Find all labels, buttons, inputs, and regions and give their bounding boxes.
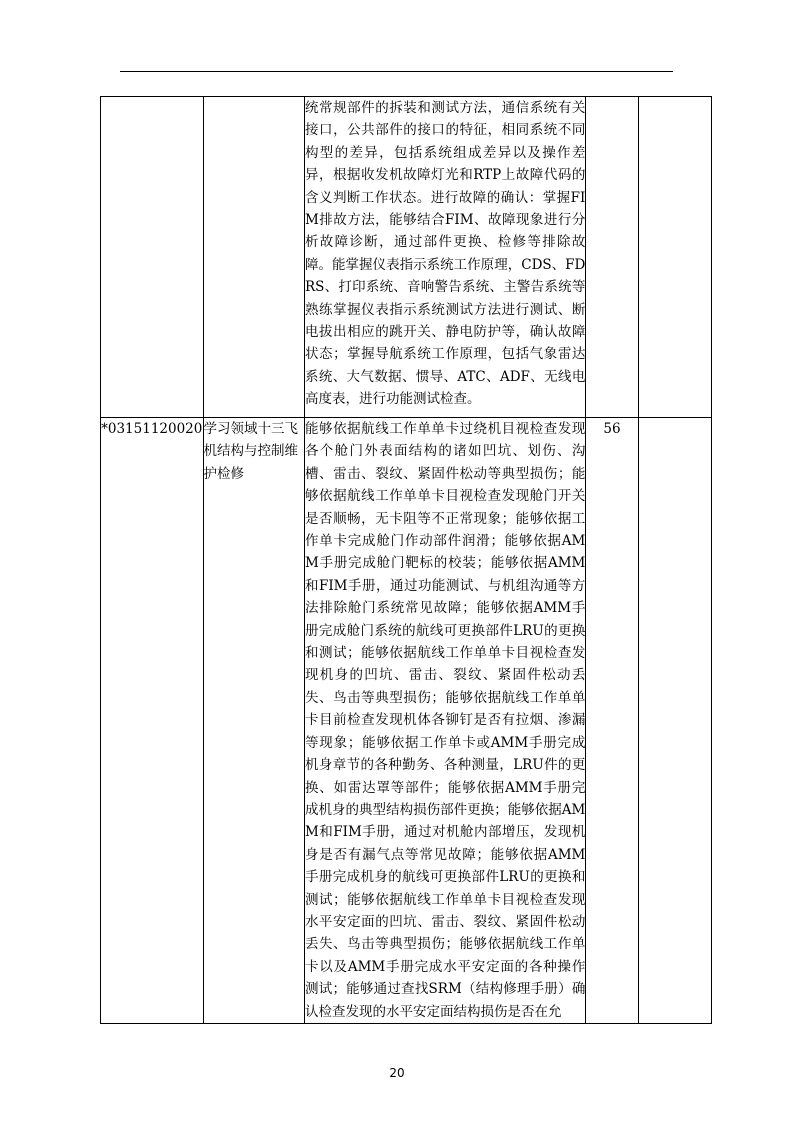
- header-rule: [120, 71, 673, 72]
- course-code-cell: *03151120020: [101, 418, 204, 1024]
- course-code-cell: [101, 97, 204, 418]
- course-content-cell: 能够依据航线工作单单卡过绕机目视检查发现各个舱门外表面结构的诸如凹坑、划伤、沟槽、雷击、裂纹、紧固件松动等典型损伤；能够依据航线工作单单卡目视检查发现舱门开关是否顺畅，无卡阻等不正常现象；能够依据工作单卡完成舱门作动部件润滑；能够依据AMM手册完成舱门靶标的校装；能够依据AMM和FIM手册，通过功能测试、与机组沟通等方法排除舱门系统常见故障；能够依据AMM手册完成舱门系统的航线可更换部件LRU的更换和测试；能够依据航线工作单单卡目视检查发现机身的凹坑、雷击、裂纹、紧固件松动丢失、鸟击等典型损伤；能够依据航线工作单单卡目前检查发现机体各铆钉是否有拉烟、渗漏等现象；能够依据工作单卡或AMM手册完成机身章节的各种勤务、各种测量，LRU件的更换、如雷达罩等部件；能够依据AMM手册完成机身的典型结构损伤部件更换；能够依据AMM和FIM手册，通过对机舱内部增压，发现机身是否有漏气点等常见故障；能够依据AMM手册完成机身的航线可更换部件LRU的更换和测试；能够依据航线工作单单卡目视检查发现水平安定面的凹坑、雷击、裂纹、紧固件松动丢失、鸟击等典型损伤；能够依据航线工作单卡以及AMM手册完成水平安定面的各种操作测试；能够通过查找SRM（结构修理手册）确认检查发现的水平安定面结构损伤是否在允: [304, 418, 585, 1024]
- course-remark-cell: [638, 97, 711, 418]
- curriculum-table: [100, 96, 712, 1024]
- page-number: 20: [389, 1066, 405, 1080]
- course-remark-cell: [638, 418, 711, 1024]
- course-hours-cell: [586, 97, 638, 418]
- course-name-cell: [203, 97, 304, 418]
- table-row: [101, 97, 712, 418]
- course-hours-cell: 56: [586, 418, 638, 1024]
- course-content-cell: 统常规部件的拆装和测试方法，通信系统有关接口，公共部件的接口的特征，相同系统不同构型的差异，包括系统组成差异以及操作差异，根据收发机故障灯光和RTP上故障代码的含义判断工作状态。进行故障的确认：掌握FIM排故方法，能够结合FIM、故障现象进行分析故障诊断，通过部件更换、检修等排除故障。能掌握仪表指示系统工作原理，CDS、FDRS、打印系统、音响警告系统、主警告系统等熟练掌握仪表指示系统测试方法进行测试、断电拔出相应的跳开关、静电防护等，确认故障状态；掌握导航系统工作原理，包括气象雷达系统、大气数据、惯导、ATC、ADF、无线电高度表，进行功能测试检查。: [304, 97, 585, 418]
- course-name-cell: 学习领域十三飞机结构与控制维护检修: [203, 418, 304, 1024]
- table-row: [101, 418, 712, 1024]
